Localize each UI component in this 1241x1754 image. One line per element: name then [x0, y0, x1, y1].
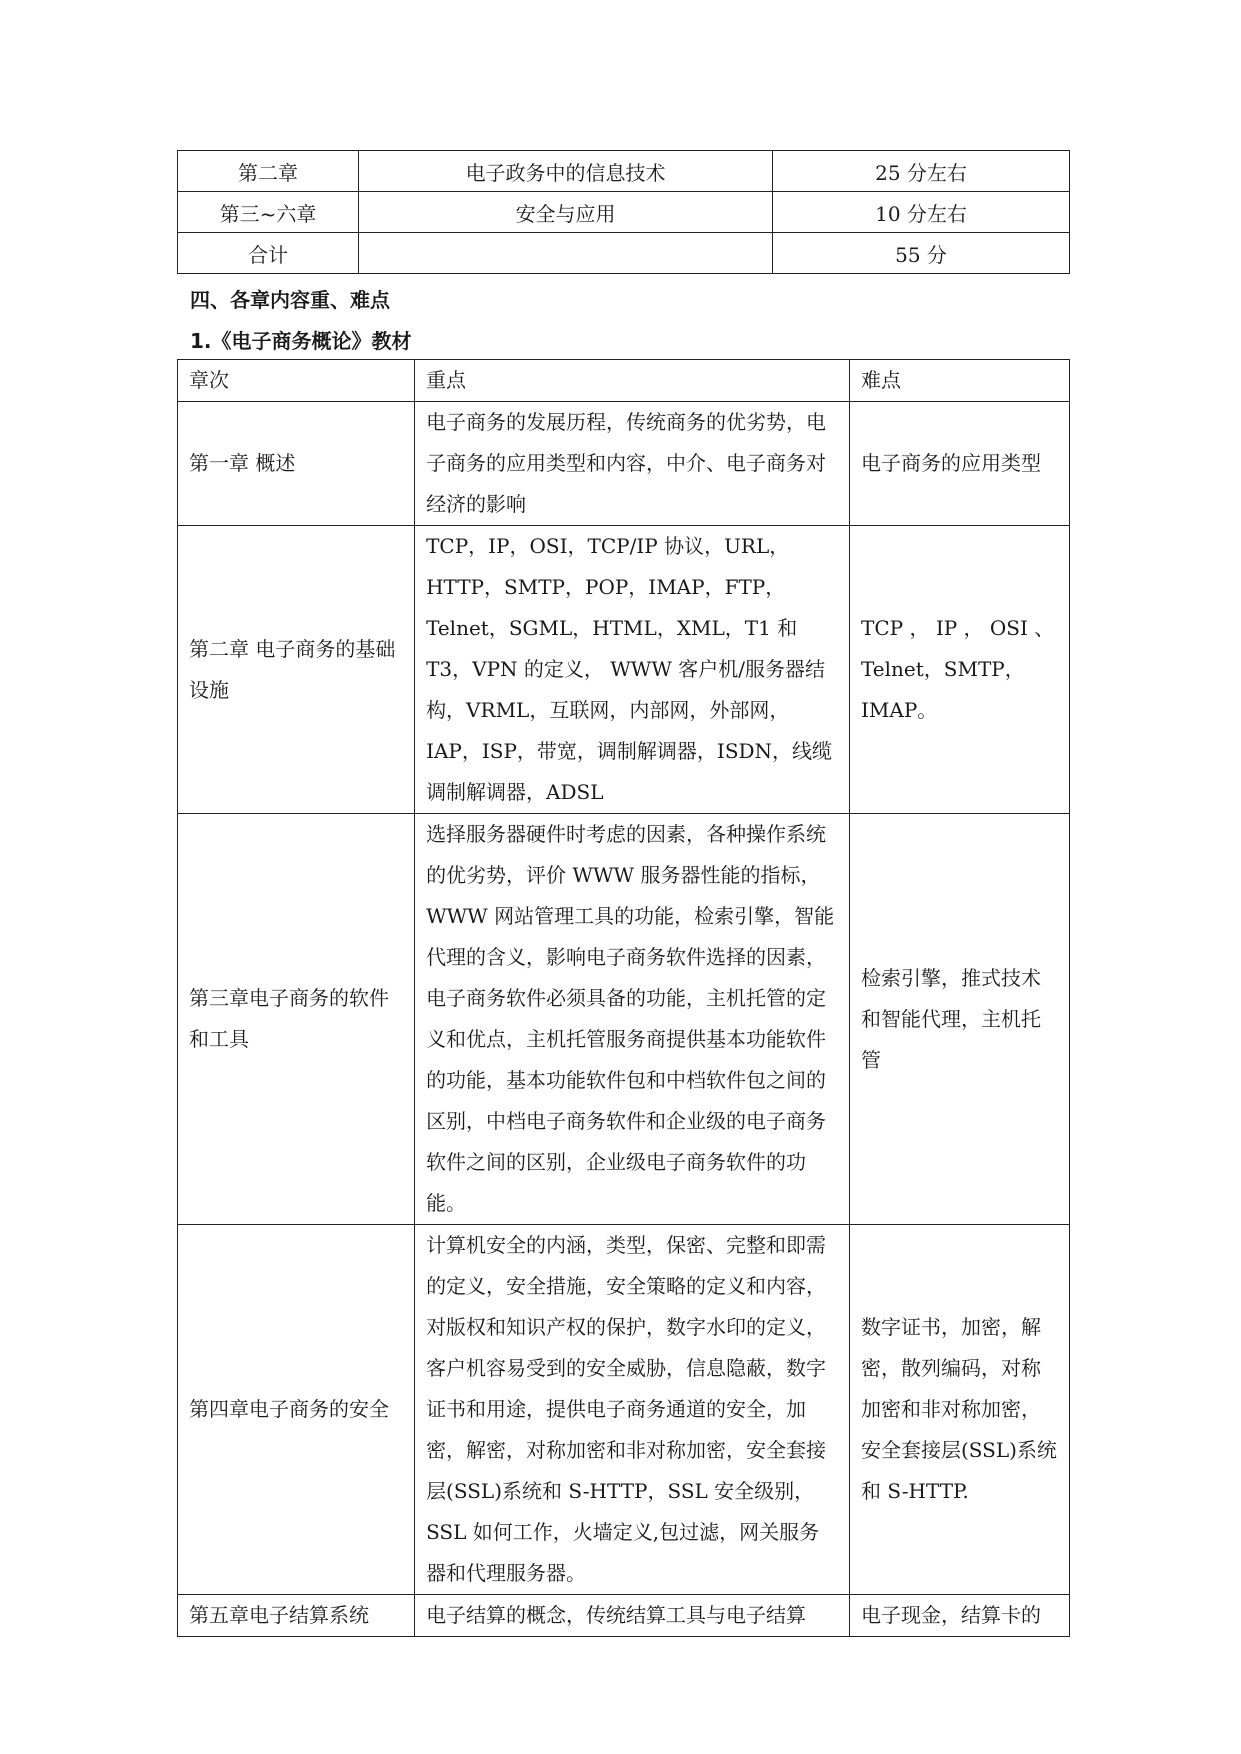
key-points-cell: 电子商务的发展历程，传统商务的优劣势，电子商务的应用类型和内容，中介、电子商务对经济的影响	[415, 402, 850, 526]
key-points-cell: 计算机安全的内涵，类型，保密、完整和即需的定义，安全措施，安全策略的定义和内容，对版权和知识产权的保护，数字水印的定义，客户机容易受到的安全威胁，信息隐蔽，数字证书和用途，提供电子商务通道的安全，加密，解密，对称加密和非对称加密，安全套接层(SSL)系统和 S-HTTP，SSL 安全级别，SSL 如何工作，火墙定义,包过滤，网关服务器和代理服务器。	[415, 1225, 850, 1595]
difficulties-cell: TCP ， IP ， OSI 、Telnet，SMTP，IMAP。	[850, 526, 1070, 814]
column-header-key-points: 重点	[415, 360, 850, 402]
section-heading: 四、各章内容重、难点	[190, 288, 390, 312]
difficulties-cell: 电子商务的应用类型	[850, 402, 1070, 526]
key-points-cell: 选择服务器硬件时考虑的因素，各种操作系统的优劣势，评价 WWW 服务器性能的指标，WWW 网站管理工具的功能，检索引擎，智能代理的含义，影响电子商务软件选择的因素，电子商务软件必须具备的功能，主机托管的定义和优点，主机托管服务商提供基本功能软件的功能，基本功能软件包和中档软件包之间的区别，中档电子商务软件和企业级的电子商务软件之间的区别，企业级电子商务软件的功能。	[415, 814, 850, 1225]
table-row	[178, 814, 1070, 1225]
chapter-cell: 第五章电子结算系统	[178, 1595, 415, 1637]
chapter-cell: 第一章 概述	[178, 402, 415, 526]
column-header-difficulties: 难点	[850, 360, 1070, 402]
column-header-chapter: 章次	[178, 360, 415, 402]
table-row	[178, 402, 1070, 526]
topic-cell: 安全与应用	[359, 192, 773, 233]
chapter-cell: 第三章电子商务的软件和工具	[178, 814, 415, 1225]
table-row	[178, 1595, 1070, 1637]
table-row	[178, 233, 1070, 274]
subsection-heading: 1.《电子商务概论》教材	[190, 329, 412, 353]
chapter-cell: 第四章电子商务的安全	[178, 1225, 415, 1595]
table-row	[178, 151, 1070, 192]
difficulties-cell: 电子现金，结算卡的	[850, 1595, 1070, 1637]
score-cell: 55 分	[773, 233, 1070, 274]
chapter-cell: 第二章 电子商务的基础设施	[178, 526, 415, 814]
table-header-row	[178, 360, 1070, 402]
key-points-cell: TCP，IP，OSI，TCP/IP 协议，URL，HTTP，SMTP，POP，IMAP，FTP，Telnet，SGML，HTML，XML，T1 和 T3，VPN 的定义， WWW 客户机/服务器结构，VRML，互联网，内部网，外部网，IAP，ISP，带宽，调制解调器，ISDN，线缆调制解调器，ADSL	[415, 526, 850, 814]
difficulties-cell: 检索引擎，推式技术和智能代理，主机托管	[850, 814, 1070, 1225]
table-row	[178, 1225, 1070, 1595]
difficulties-cell: 数字证书，加密，解密，散列编码，对称加密和非对称加密，安全套接层(SSL)系统和 S-HTTP.	[850, 1225, 1070, 1595]
chapter-key-points-table	[177, 359, 1070, 1637]
score-cell: 25 分左右	[773, 151, 1070, 192]
chapter-cell: 合计	[178, 233, 359, 274]
chapter-cell: 第三~六章	[178, 192, 359, 233]
table-row	[178, 526, 1070, 814]
exam-score-summary-table	[177, 150, 1070, 274]
score-cell: 10 分左右	[773, 192, 1070, 233]
table-row	[178, 192, 1070, 233]
topic-cell: 电子政务中的信息技术	[359, 151, 773, 192]
topic-cell	[359, 233, 773, 274]
key-points-cell: 电子结算的概念，传统结算工具与电子结算	[415, 1595, 850, 1637]
chapter-cell: 第二章	[178, 151, 359, 192]
